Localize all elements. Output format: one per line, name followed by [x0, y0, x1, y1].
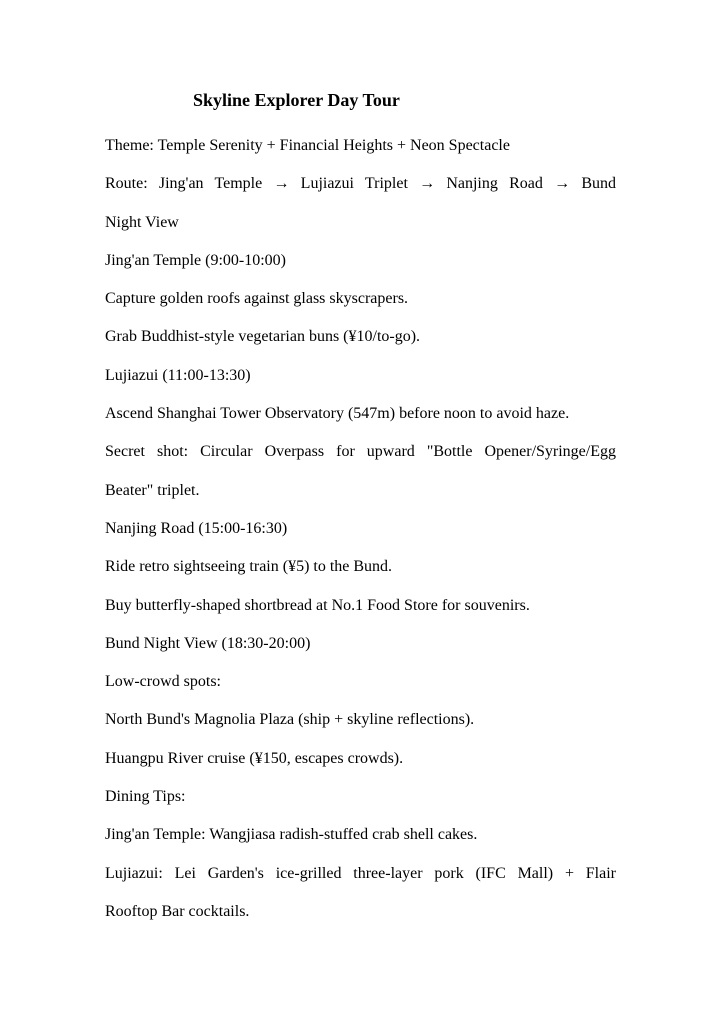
nanjing-tip-1: Ride retro sightseeing train (¥5) to the Bund. [105, 558, 393, 576]
jingan-tip-1: Capture golden roofs against glass skyscrapers. [105, 290, 409, 308]
section-heading-nanjing-road: Nanjing Road (15:00-16:30) [105, 519, 288, 537]
bund-tip-2: Huangpu River cruise (¥150, escapes crowds). [105, 749, 404, 767]
route-line: Route: Jing'an Temple → Lujiazui Triplet → Nanjing Road → Bund [105, 175, 616, 193]
route-line-continued: Night View [105, 213, 179, 231]
nanjing-tip-2: Buy butterfly-shaped shortbread at No.1 Food Store for souvenirs. [105, 596, 530, 614]
document-title: Skyline Explorer Day Tour [193, 90, 400, 110]
dining-tip-2: Lujiazui: Lei Garden's ice-grilled three-layer pork (IFC Mall) + Flair [105, 864, 616, 882]
lujiazui-tip-1: Ascend Shanghai Tower Observatory (547m) before noon to avoid haze. [105, 405, 570, 423]
section-heading-dining-tips: Dining Tips: [105, 788, 186, 806]
jingan-tip-2: Grab Buddhist-style vegetarian buns (¥10/to-go). [105, 328, 421, 346]
dining-tip-2-continued: Rooftop Bar cocktails. [105, 902, 250, 920]
section-heading-lujiazui: Lujiazui (11:00-13:30) [105, 366, 251, 384]
section-heading-bund-night-view: Bund Night View (18:30-20:00) [105, 634, 311, 652]
theme-line: Theme: Temple Serenity + Financial Heights + Neon Spectacle [105, 137, 510, 154]
lujiazui-tip-2: Secret shot: Circular Overpass for upward "Bottle Opener/Syringe/Egg [105, 443, 616, 461]
low-crowd-label: Low-crowd spots: [105, 673, 221, 691]
document-body [105, 127, 616, 931]
section-heading-jingan-temple: Jing'an Temple (9:00-10:00) [105, 251, 286, 269]
lujiazui-tip-2-continued: Beater" triplet. [105, 481, 200, 499]
bund-tip-1: North Bund's Magnolia Plaza (ship + skyline reflections). [105, 711, 475, 729]
dining-tip-1: Jing'an Temple: Wangjiasa radish-stuffed crab shell cakes. [105, 826, 478, 844]
